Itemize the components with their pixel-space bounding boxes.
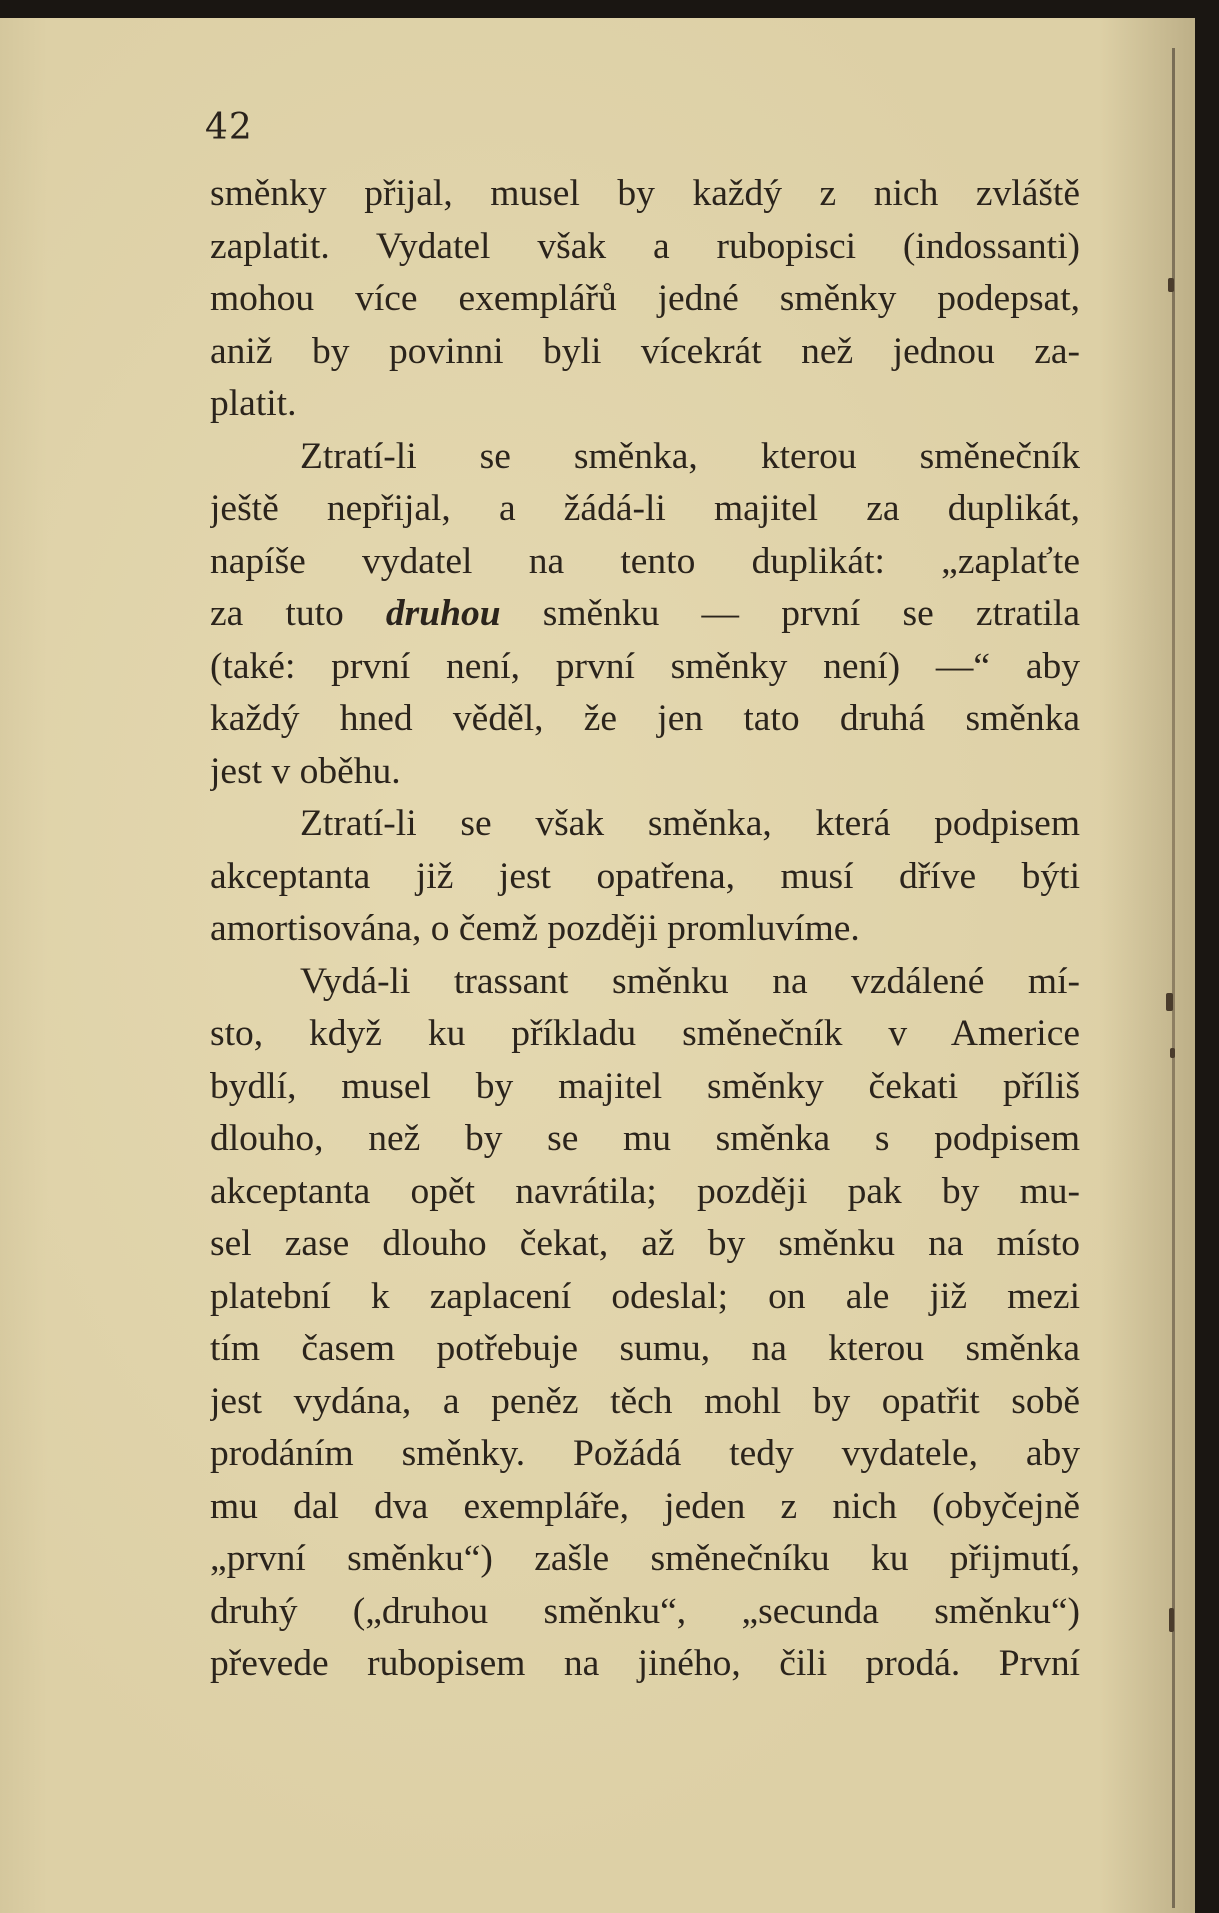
text-line: druhý („druhou směnku“, „secunda směnku“): [210, 1590, 1080, 1632]
text-line: akceptanta již jest opatřena, musí dříve býti: [210, 855, 1080, 897]
text-line: (také: první není, první směnky není) —“ aby: [210, 645, 1080, 687]
edge-mark: [1169, 1608, 1174, 1632]
text-line: platit.: [210, 383, 297, 424]
text-line: napíše vydatel na tento duplikát: „zaplaťte: [210, 540, 1080, 582]
text-line: mohou více exemplářů jedné směnky podepsat,: [210, 278, 1080, 319]
text-line: zaplatit. Vydatel však a rubopisci (indossanti): [210, 225, 1080, 267]
text-line: Ztratí-li se směnka, kterou směnečník: [300, 435, 1080, 477]
text-line: mu dal dva exempláře, jeden z nich (obyčejně: [210, 1485, 1080, 1527]
text-line: převede rubopisem na jiného, čili prodá. První: [210, 1643, 1080, 1684]
text-line: Vydá-li trassant směnku na vzdálené mí-: [300, 960, 1080, 1002]
text-line: dlouho, než by se mu směnka s podpisem: [210, 1118, 1080, 1159]
text-line: jest v oběhu.: [210, 750, 401, 792]
text-line: každý hned věděl, že jen tato druhá směnka: [210, 698, 1080, 739]
text-run: směnku — první se ztratila: [500, 593, 1080, 634]
text-line: sel zase dlouho čekat, až by směnku na místo: [210, 1223, 1080, 1264]
text-line: aniž by povinni byli vícekrát než jednou za-: [210, 330, 1080, 372]
text-line: akceptanta opět navrátila; později pak by mu-: [210, 1170, 1080, 1212]
text-line: amortisována, o čemž později promluvíme.: [210, 908, 860, 949]
text-run: za tuto: [210, 593, 386, 634]
text-line: směnky přijal, musel by každý z nich zvláště: [210, 173, 1080, 214]
text-line: „první směnku“) zašle směnečníku ku přijmutí,: [210, 1538, 1080, 1579]
edge-mark: [1168, 278, 1174, 292]
text-line: [210, 588, 1080, 641]
text-line: Ztratí-li se však směnka, která podpisem: [300, 803, 1080, 844]
text-line: sto, když ku příkladu směnečník v Americe: [210, 1013, 1080, 1054]
text-line: tím časem potřebuje sumu, na kterou směnka: [210, 1328, 1080, 1369]
emphasized-word: druhou: [385, 593, 501, 634]
page-number: 42: [205, 107, 253, 148]
text-line: ještě nepřijal, a žádá-li majitel za duplikát,: [210, 488, 1080, 529]
text-line: bydlí, musel by majitel směnky čekati příliš: [210, 1065, 1080, 1107]
text-line: platební k zaplacení odeslal; on ale již mezi: [210, 1275, 1080, 1317]
edge-mark: [1166, 993, 1173, 1011]
edge-mark: [1170, 1048, 1175, 1058]
text-line: jest vydána, a peněz těch mohl by opatřit sobě: [210, 1380, 1080, 1422]
body-text: [210, 168, 1080, 1691]
text-line: prodáním směnky. Požádá tedy vydatele, aby: [210, 1433, 1080, 1474]
